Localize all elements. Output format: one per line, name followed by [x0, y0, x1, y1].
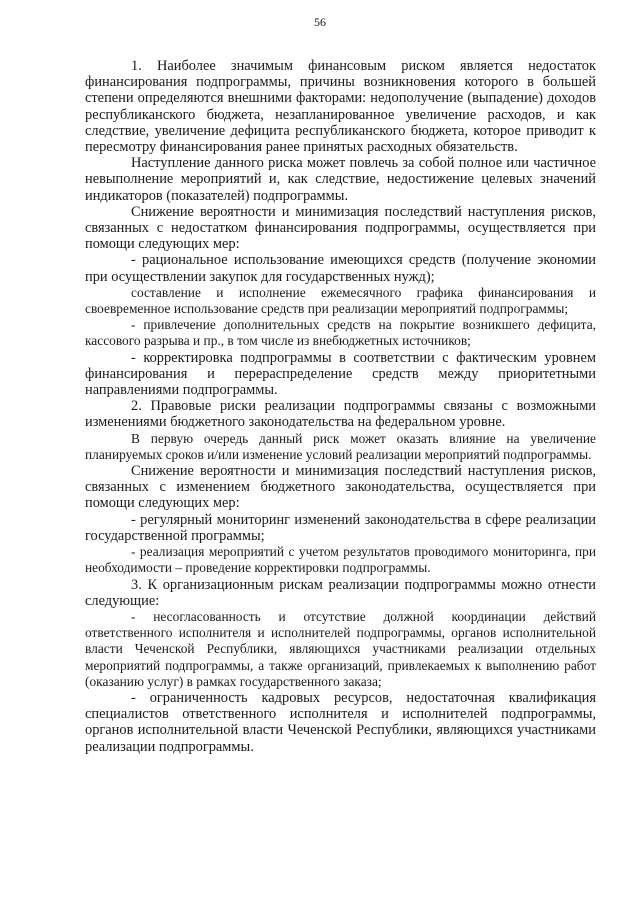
list-item-staff: - ограниченность кадровых ресурсов, недостаточная квалификация специалистов ответственного исполнителя и исполнителей подпрограммы, органов исполнительной власти Чеченской Республики, являющихся участниками реализации подпрограммы. [85, 689, 596, 755]
page-number: 56 [314, 15, 326, 29]
list-item-additional-funds: - привлечение дополнительных средств на покрытие возникшего дефицита, кассового разрыва и пр., в том числе из внебюджетных источников; [85, 317, 596, 349]
paragraph-legal-mitigation: Снижение вероятности и минимизация последствий наступления рисков, связанных с изменением бюджетного законодательства, осуществляется при помощи следующих мер: [85, 463, 596, 512]
list-item-coordination: - несогласованность и отсутствие должной координации действий ответственного исполнителя и исполнителей подпрограммы, органов исполнительной власти Чеченской Республики, являющихся участниками реализации отдельных мероприятий подпрограммы, а также организаций, привлекаемых к выполнению работ (оказанию услуг) в рамках государственного заказа; [85, 608, 596, 689]
list-item-implementation: - реализация мероприятий с учетом результатов проводимого мониторинга, при необходимости – проведение корректировки подпрограммы. [85, 544, 596, 576]
paragraph-legal-impact: В первую очередь данный риск может оказать влияние на увеличение планируемых сроков и/или изменение условий реализации мероприятий подпрограммы. [85, 430, 596, 462]
paragraph-financial-risk: 1. Наиболее значимым финансовым риском является недостаток финансирования подпрограммы, причины возникновения которого в большей степени определяются внешними факторами: недополучение (выпадение) доходов республиканского бюджета, незапланированное увеличение расходов, и как следствие, увеличение дефицита республиканского бюджета, которое приводит к пересмотру финансирования ранее принятых расходных обязательств. [85, 58, 596, 156]
list-item-monitoring: - регулярный мониторинг изменений законодательства в сфере реализации государственной программы; [85, 511, 596, 544]
paragraph-legal-risk: 2. Правовые риски реализации подпрограммы связаны с возможными изменениями бюджетного законодательства на федеральном уровне. [85, 398, 596, 431]
paragraph-risk-consequence: Наступление данного риска может повлечь за собой полное или частичное невыполнение мероприятий и, как следствие, недостижение целевых значений индикаторов (показателей) подпрограммы. [85, 155, 596, 204]
paragraph-organizational-risk: 3. К организационным рискам реализации подпрограммы можно отнести следующие: [85, 576, 596, 609]
list-item-correction: - корректировка подпрограммы в соответствии с фактическим уровнем финансирования и перераспределение средств между приоритетными направлениями подпрограммы. [85, 349, 596, 399]
list-item-schedule: составление и исполнение ежемесячного графика финансирования и своевременное использование средств при реализации мероприятий подпрограммы; [85, 284, 596, 317]
paragraph-financial-mitigation: Снижение вероятности и минимизация последствий наступления рисков, связанных с недостатком финансирования подпрограммы, осуществляется при помощи следующих мер: [85, 203, 596, 253]
list-item-rational-use: - рациональное использование имеющихся средств (получение экономии при осуществлении закупок для государственных нужд); [85, 252, 596, 285]
document-body [85, 58, 596, 755]
